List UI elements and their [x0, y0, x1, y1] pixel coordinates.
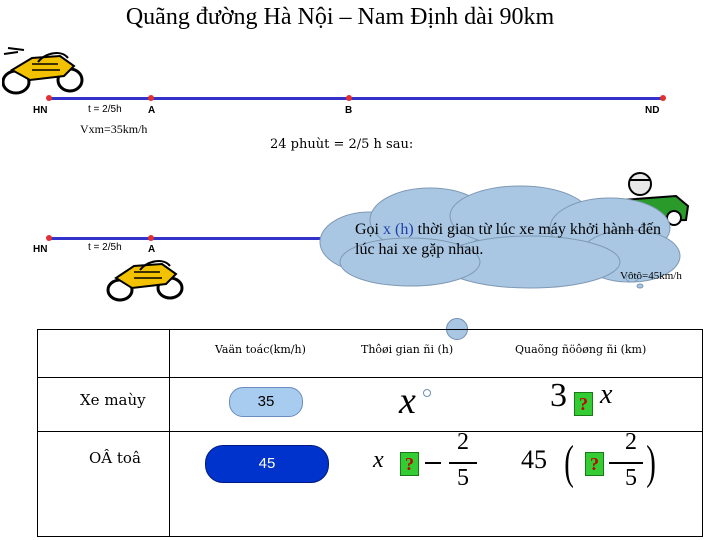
table-divider: [169, 329, 170, 537]
frac-den-car: 5: [457, 465, 469, 491]
table-divider: [37, 431, 703, 432]
header-speed: Vaän toác(km/h): [215, 343, 306, 356]
point-b-top: [346, 95, 352, 101]
motorbike-icon: [2, 40, 84, 96]
cloud-variable: x (h): [383, 221, 414, 238]
label-hn-bottom: HN: [33, 244, 48, 255]
cloud-text: [355, 220, 673, 260]
distance-coef-motorbike: 3: [550, 377, 567, 414]
point-a-top: [148, 95, 154, 101]
frac-num-car-dist: 2: [625, 429, 637, 455]
time-note: 24 phuùt = 2/5 h sau:: [270, 137, 414, 152]
point-a-bottom: [148, 235, 154, 241]
frac-den-car-dist: 5: [625, 465, 637, 491]
speed-value-car: 45: [205, 445, 329, 483]
distance-coef-car: 45: [521, 445, 547, 474]
route-line-bottom: [48, 237, 338, 240]
fraction-bar: [619, 462, 643, 464]
cloud-text-after: thời gian từ lúc xe máy khởi hành đến lúc hai xe gặp nhau.: [355, 221, 661, 258]
speed-value-motorbike: 35: [229, 387, 303, 417]
speed-car-label: Vôtô=45km/h: [620, 270, 682, 282]
label-hn-top: HN: [33, 105, 48, 116]
label-time-top: t = 2/5h: [88, 104, 122, 115]
bubble-icon: [423, 389, 431, 397]
motorbike-icon: [104, 252, 186, 302]
page-title: Quãng đường Hà Nội – Nam Định dài 90km: [125, 4, 555, 30]
header-time: Thôøi gian ñi (h): [361, 343, 454, 356]
frac-num-car: 2: [457, 429, 469, 455]
route-line-top: [48, 97, 664, 100]
point-nd-top: [660, 95, 666, 101]
table-divider: [37, 377, 703, 378]
question-mark-distance-car[interactable]: ?: [585, 452, 604, 476]
row-label-motorbike: Xe maùy: [80, 391, 146, 409]
label-a-top: A: [148, 105, 156, 116]
point-hn-top: [46, 95, 52, 101]
distance-var-motorbike: x: [600, 379, 613, 410]
paren-right: ): [646, 436, 656, 489]
time-expr-car: x: [373, 447, 384, 473]
point-hn-bottom: [46, 235, 52, 241]
data-table: [37, 329, 703, 537]
question-mark-time-car[interactable]: ?: [400, 452, 419, 476]
label-nd-top: ND: [645, 105, 660, 116]
cloud-text-before: Gọi: [355, 221, 383, 238]
header-distance: Quaõng ñöôøng ñi (km): [515, 343, 647, 356]
row-label-car: OÂ toâ: [89, 449, 141, 467]
minus-sign: [425, 462, 441, 464]
fraction-bar: [449, 462, 477, 464]
label-time-bottom: t = 2/5h: [88, 242, 122, 253]
paren-left: (: [564, 436, 574, 489]
time-expr-motorbike: x: [399, 380, 416, 422]
label-b-top: B: [345, 105, 353, 116]
question-mark-distance-motorbike[interactable]: ?: [574, 392, 593, 416]
label-a-bottom: A: [148, 244, 156, 255]
table-border: [37, 329, 703, 537]
speed-motorbike-label: Vxm=35km/h: [80, 122, 148, 136]
